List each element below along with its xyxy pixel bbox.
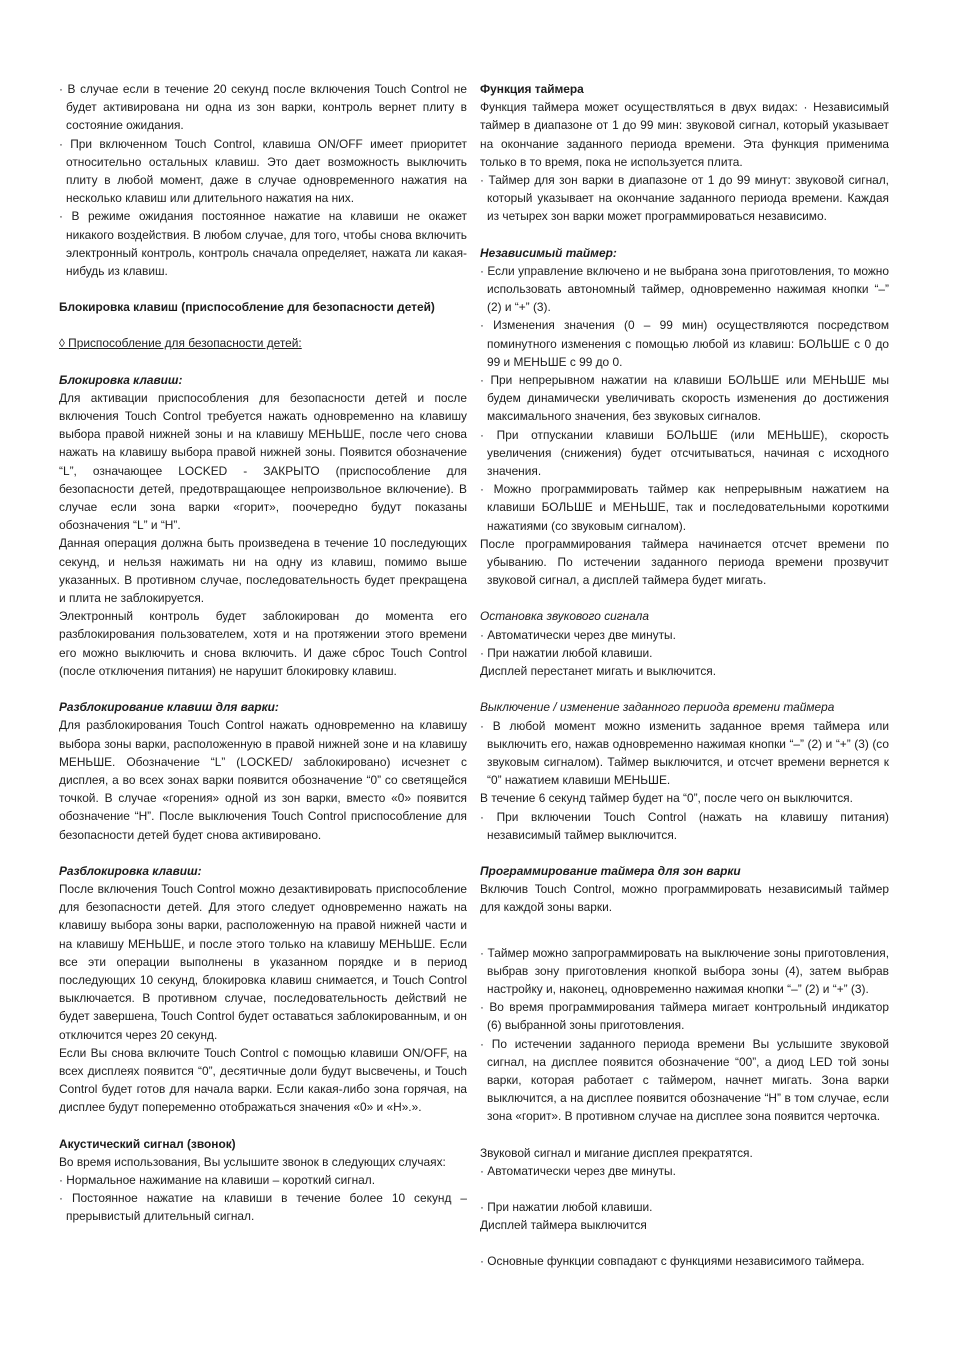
paragraph: Электронный контроль будет заблокирован до момента его разблокирования пользователем, хотя и на протяжении этого времени его можно выключить и снова включить. И даже сброс Touch Control (после отключения питания) не нарушит блокировку клавиш. bbox=[59, 609, 467, 678]
subsection-heading: Независимый таймер: bbox=[480, 245, 617, 260]
list-item: · В любой момент можно изменить заданное время таймера или выключить его, нажав одновременно нажимая кнопки “–” (2) и “+” (3) (со звуковым сигналом). Таймер выключится, и отсчет времени вернется к “0” нажатием клавиши МЕНЬШЕ. bbox=[480, 718, 889, 788]
list-item: · В режиме ожидания постоянное нажатие на клавиши не окажет никакого воздействия. В любом случае, для того, чтобы снова включить электронный контроль, контроль сначала определяет, нажата ли какая-нибудь из клавиш. bbox=[59, 209, 467, 279]
spacer bbox=[59, 1117, 467, 1135]
left-column bbox=[59, 80, 467, 1226]
list-item: · Основные функции совпадают с функциями независимого таймера. bbox=[480, 1254, 865, 1269]
subsection-heading: Программирование таймера для зон варки bbox=[480, 863, 741, 878]
section-heading: Акустический сигнал (звонок) bbox=[59, 1136, 236, 1151]
right-column bbox=[480, 80, 889, 1271]
list-item: · При включении Touch Control (нажать на клавишу питания) независимый таймер выключится. bbox=[480, 809, 889, 842]
spacer bbox=[480, 680, 889, 698]
list-item: · При непрерывном нажатии на клавиши БОЛЬШЕ или МЕНЬШЕ мы будем динамически увеличивать скорость изменения до достижения максимального значения, без звуковых сигналов. bbox=[480, 373, 889, 424]
list-item: · Таймер для зон варки в диапазоне от 1 до 99 минут: звуковой сигнал, который указывает на окончание заданного периода времени. Каждая из четырех зон варки может программироваться независимо. bbox=[480, 173, 889, 224]
spacer bbox=[59, 680, 467, 698]
paragraph: Для разблокирования Touch Control нажать одновременно на клавишу выбора зоны варки, расположенную в правой нижней зоне и на клавишу МЕНЬШЕ. Обозначение “L” (LOCKED/ заблокировано) исчезнет с дисплея, а во всех зонах варки появится обозначение “0” со светящейся точкой. В случае «горения» одной из зон варки, вместо «0» появится обозначение “H”. После выключения Touch Control приспособление для безопасности детей будет снова активировано. bbox=[59, 718, 467, 842]
spacer bbox=[480, 589, 889, 607]
section-heading: Функция таймера bbox=[480, 82, 584, 96]
paragraph: Дисплей таймера выключится bbox=[480, 1218, 647, 1233]
paragraph: Данная операция должна быть произведена в течение 10 последующих секунд, и нельзя нажимать ни на одну из клавиш, помимо выше указанных. В противном случае, последовательность будет прекращена и плита не заблокируется. bbox=[59, 536, 467, 606]
section-heading: Блокировка клавиш (приспособление для безопасности детей) bbox=[59, 300, 435, 315]
paragraph: Функция таймера может осуществляться в двух видах: · Независимый таймер в диапазоне от 1 до 99 мин: звуковой сигнал, который указывает на окончание заданного периода времени. Эта функция применима только в то время, пока не используется плита. bbox=[480, 100, 889, 169]
spacer bbox=[480, 1234, 889, 1252]
list-item: · Автоматически через две минуты. bbox=[480, 1163, 676, 1178]
spacer bbox=[480, 1180, 889, 1198]
spacer bbox=[480, 844, 889, 862]
spacer bbox=[480, 226, 889, 244]
paragraph: Для активации приспособления для безопасности детей и после включения Touch Control требуется нажать одновременно на клавишу выбора правой нижней зоны и на клавишу МЕНЬШЕ, после чего снова нажать на клавишу выбора правой нижней зоны. Появится обозначение “L”, означающее LOCKED - ЗАКРЫТО (приспособление для безопасности детей, предотвращающее непроизвольное включение). В случае если зона варки «горит», поочередно будут показаны обозначения “L” и “H”. bbox=[59, 390, 467, 533]
spacer bbox=[59, 844, 467, 862]
italic-subheading: Выключение / изменение заданного периода времени таймера bbox=[480, 700, 835, 715]
list-item: · Если управление включено и не выбрана зона приготовления, то можно использовать автономный таймер, одновременно нажимая кнопки “–” (2) и “+” (3). bbox=[480, 263, 889, 315]
list-item: · При включенном Touch Control, клавиша ON/OFF имеет приоритет относительно остальных клавиш. Это дает возможность выключить плиту в любой момент, даже в случае одновременного нажатия на несколько клавиш или длительного нажатия на них. bbox=[59, 136, 467, 206]
list-item: · Автоматически через две минуты. bbox=[480, 627, 676, 642]
list-item: После программирования таймера начинается отсчет времени по убыванию. По истечении заданного периода времени прозвучит звуковой сигнал, а дисплей таймера будет мигать. bbox=[480, 536, 889, 588]
list-item: · Таймер можно запрограммировать на выключение зоны приготовления, выбрав зону приготовления кнопкой выбора зоны (4), затем выбрав настройку и, наконец, одновременно нажимая кнопки “–” (2) и “+” (3). bbox=[480, 945, 889, 996]
list-item: · Постоянное нажатие на клавиши в течение более 10 секунд – прерывистый длительный сигнал. bbox=[59, 1191, 467, 1224]
list-item: · При нажатии любой клавиши. bbox=[480, 1199, 653, 1214]
paragraph: Включив Touch Control, можно программировать независимый таймер для каждой зоны варки. bbox=[480, 882, 889, 915]
list-item: · В случае если в течение 20 секунд после включения Touch Control не будет активирована ни одна из зон варки, контроль вернет плиту в состояние ожидания. bbox=[59, 82, 467, 133]
spacer bbox=[59, 280, 467, 298]
spacer bbox=[480, 917, 889, 935]
underlined-label: ◊ Приспособление для безопасности детей: bbox=[59, 336, 302, 351]
list-item: · Во время программирования таймера мигает контрольный индикатор (6) выбранной зоны приготовления. bbox=[480, 1000, 889, 1033]
paragraph: Дисплей перестанет мигать и выключится. bbox=[480, 664, 717, 679]
spacer bbox=[480, 1126, 889, 1144]
list-item: · При отпускании клавиши БОЛЬШЕ (или МЕНЬШЕ), скорость увеличения (снижения) будет отсчитываться, начиная с исходного значения. bbox=[480, 427, 889, 479]
list-item: · Изменения значения (0 – 99 мин) осуществляются посредством поминутного изменения с помощью любой из клавиш: БОЛЬШЕ с 0 до 99 и МЕНЬШЕ с 99 до 0. bbox=[480, 318, 889, 369]
spacer bbox=[59, 316, 467, 334]
italic-subheading: Остановка звукового сигнала bbox=[480, 609, 649, 624]
subsection-heading: Блокировка клавиш: bbox=[59, 372, 183, 387]
spacer bbox=[59, 353, 467, 371]
paragraph: Во время использования, Вы услышите звонок в следующих случаях: bbox=[59, 1154, 446, 1169]
paragraph: В течение 6 секунд таймер будет на “0”, после чего он выключится. bbox=[480, 791, 853, 806]
paragraph: Звуковой сигнал и мигание дисплея прекратятся. bbox=[480, 1145, 753, 1160]
paragraph: После включения Touch Control можно дезактивировать приспособление для безопасности детей. Для этого следует одновременно нажать на клавишу выбора зоны варки, расположенную на правой нижней части и на клавишу МЕНЬШЕ, и после этого только на клавишу МЕНЬШЕ. Если все эти операции выполнены в указанном порядке и в период последующих 10 секунд, блокировка клавиш снимается, и Touch Control выключается. В противном случае, последовательность действий не будет завершена, Touch Control будет оставаться заблокированным, и он отключится через 20 секунд. bbox=[59, 881, 467, 1042]
subsection-heading: Разблокировка клавиш: bbox=[59, 863, 202, 878]
subsection-heading: Разблокирование клавиш для варки: bbox=[59, 700, 279, 715]
paragraph: Если Вы снова включите Touch Control с помощью клавиши ON/OFF, на всех дисплеях появится “0”, десятичные доли будут высвечены, и Touch Control будет готов для начала варки. Если какая-либо зона горячая, на дисплее будут попеременно отображаться значения «0» и «H».». bbox=[59, 1045, 467, 1115]
list-item: · Можно программировать таймер как непрерывным нажатием на клавиши БОЛЬШЕ и МЕНЬШЕ, так и последовательными короткими нажатиями (со звуковым сигналом). bbox=[480, 482, 889, 533]
list-item: · Нормальное нажимание на клавиши – короткий сигнал. bbox=[59, 1172, 376, 1187]
spacer bbox=[480, 935, 889, 944]
list-item: · При нажатии любой клавиши. bbox=[480, 645, 653, 660]
list-item: · По истечении заданного периода времени Вы услышите звуковой сигнал, на дисплее появится обозначение “00”, а диод LED той зоны варки, которая работает с таймером, начнет мигать. Зона варки выключится, а на дисплее появится обозначение “H” в том случае, если зона «горит». В противном случае на дисплее зона появится черточка. bbox=[480, 1036, 889, 1124]
